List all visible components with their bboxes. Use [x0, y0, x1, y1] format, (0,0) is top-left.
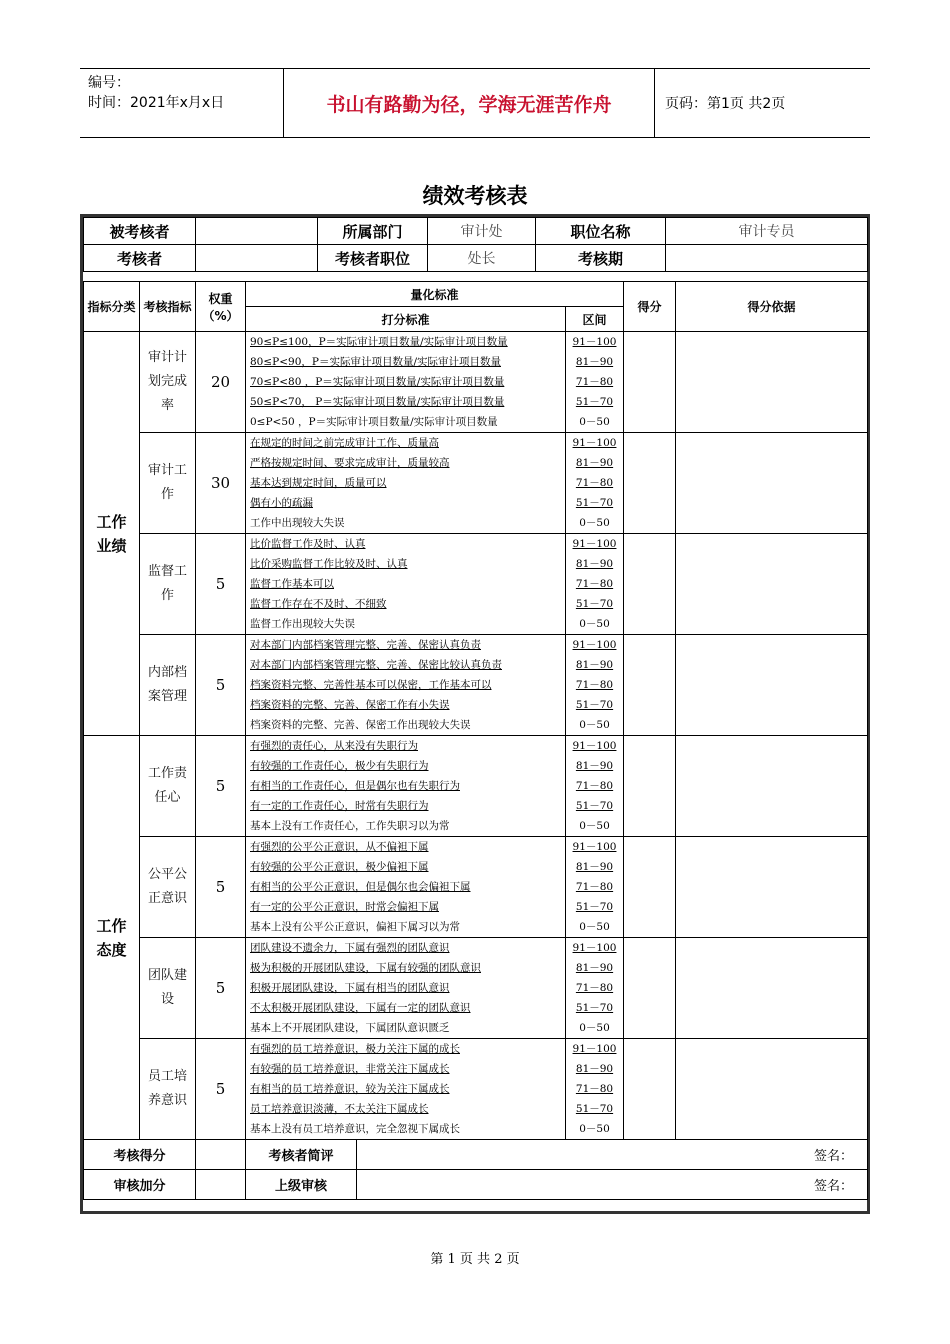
- weight-value: 20: [196, 332, 246, 433]
- scoring-standard: 极为积极的开展团队建设，下属有较强的团队意识: [250, 962, 481, 974]
- total-score-field[interactable]: [196, 1140, 246, 1170]
- score-basis-field[interactable]: [676, 938, 868, 1039]
- indicator-cell: [140, 534, 196, 635]
- score-range: 0－50: [579, 416, 610, 428]
- criteria-row: [84, 837, 868, 938]
- criteria-row: [84, 332, 868, 433]
- col-basis-header: 得分依据: [676, 282, 868, 332]
- score-range: 51－70: [575, 1002, 614, 1014]
- scoring-standard: 档案资料的完整、完善、保密工作出现较大失误: [250, 719, 471, 731]
- weight-value: 5: [196, 534, 246, 635]
- review-bonus-field[interactable]: [196, 1170, 246, 1200]
- indicator-name: 审计工作: [147, 463, 187, 502]
- scoring-standard: 档案资料的完整、完善、保密工作有小失误: [250, 699, 450, 711]
- indicator-name: 公平公正意识: [147, 867, 187, 906]
- scoring-standard: 对本部门内部档案管理完整、完善、保密比较认真负责: [250, 659, 502, 671]
- scoring-standard: 有强烈的公平公正意识，从不偏袒下属: [250, 841, 429, 853]
- scoring-standard: 有强烈的员工培养意识，极力关注下属的成长: [250, 1043, 460, 1055]
- assessor-position-field[interactable]: 处长: [428, 245, 536, 272]
- scoring-standard: 有较强的工作责任心，极少有失职行为: [250, 760, 429, 772]
- score-field[interactable]: [624, 837, 676, 938]
- scoring-standards-cell: [246, 736, 566, 837]
- scoring-standards-cell: [246, 1039, 566, 1140]
- scoring-standard: 监督工作基本可以: [250, 578, 334, 590]
- criteria-row: [84, 433, 868, 534]
- score-range: 71－80: [575, 477, 614, 489]
- range-cell: [566, 938, 624, 1039]
- criteria-row: [84, 1039, 868, 1140]
- score-range: 71－80: [575, 376, 614, 388]
- scoring-standard: 严格按规定时间、要求完成审计，质量较高: [250, 457, 450, 469]
- score-range: 51－70: [575, 800, 614, 812]
- score-range: 0－50: [579, 719, 610, 731]
- weight-value: 30: [196, 433, 246, 534]
- scoring-standard: 员工培养意识淡薄，不太关注下属成长: [250, 1103, 429, 1115]
- score-range: 71－80: [575, 780, 614, 792]
- score-field[interactable]: [624, 635, 676, 736]
- assessor-field[interactable]: [196, 245, 318, 272]
- score-field[interactable]: [624, 433, 676, 534]
- indicator-name: 员工培养意识: [147, 1069, 187, 1108]
- score-range: 91－100: [572, 841, 617, 853]
- score-range: 91－100: [572, 538, 617, 550]
- col-quant-header: 量化标准: [246, 282, 624, 307]
- period-label: 考核期: [536, 245, 666, 272]
- category-name: 工作态度: [96, 916, 127, 959]
- score-range: 81－90: [575, 962, 614, 974]
- assessee-field[interactable]: [196, 218, 318, 245]
- score-range: 71－80: [575, 881, 614, 893]
- score-basis-field[interactable]: [676, 1039, 868, 1140]
- score-range: 71－80: [575, 1083, 614, 1095]
- score-field[interactable]: [624, 534, 676, 635]
- range-cell: [566, 534, 624, 635]
- score-range: 0－50: [579, 1022, 610, 1034]
- score-basis-field[interactable]: [676, 433, 868, 534]
- col-scoring-std-header: 打分标准: [246, 307, 566, 332]
- scoring-standard: 档案资料完整、完善性基本可以保密，工作基本可以: [250, 679, 492, 691]
- scoring-standard: 有强烈的责任心，从来没有失职行为: [250, 740, 418, 752]
- signature-label: 签名：: [814, 1179, 854, 1194]
- form-title: 绩效考核表: [422, 183, 528, 208]
- score-range: 71－80: [575, 679, 614, 691]
- weight-value: 5: [196, 1039, 246, 1140]
- review-bonus-label: 审核加分: [84, 1170, 196, 1200]
- assessor-label: 考核者: [84, 245, 196, 272]
- score-range: 0－50: [579, 921, 610, 933]
- scoring-standard: 有较强的员工培养意识，非常关注下属成长: [250, 1063, 450, 1075]
- indicator-cell: [140, 635, 196, 736]
- scoring-standard: 监督工作出现较大失误: [250, 618, 355, 630]
- scoring-standards-cell: [246, 635, 566, 736]
- scoring-standards-cell: [246, 534, 566, 635]
- scoring-standard: 有相当的公平公正意识，但是偶尔也会偏袒下属: [250, 881, 471, 893]
- range-cell: [566, 635, 624, 736]
- score-range: 91－100: [572, 942, 617, 954]
- scoring-standard: 在规定的时间之前完成审计工作、质量高: [250, 437, 439, 449]
- score-range: 81－90: [575, 457, 614, 469]
- indicator-name: 工作责任心: [147, 766, 187, 805]
- score-range: 81－90: [575, 356, 614, 368]
- page-footer: 第 1 页 共 2 页: [430, 1252, 520, 1267]
- score-range: 81－90: [575, 558, 614, 570]
- scoring-standards-cell: [246, 938, 566, 1039]
- scoring-standard: 0≤P<50 ，P＝实际审计项目数量/实际审计项目数量: [250, 416, 498, 428]
- weight-value: 5: [196, 736, 246, 837]
- col-indicator-header: 考核指标: [140, 282, 196, 332]
- scoring-standard: 80≤P<90，P＝实际审计项目数量/实际审计项目数量: [250, 356, 501, 368]
- scoring-standard: 基本上没有工作责任心，工作失职习以为常: [250, 820, 450, 832]
- scoring-standard: 有一定的公平公正意识，时常会偏袒下属: [250, 901, 439, 913]
- range-cell: [566, 736, 624, 837]
- header-motto: 书山有路勤为径，学海无涯苦作舟: [283, 69, 655, 137]
- score-range: 91－100: [572, 1043, 617, 1055]
- category-name: 工作业绩: [96, 512, 127, 555]
- scoring-standard: 基本上没有员工培养意识，完全忽视下属成长: [250, 1123, 460, 1135]
- scoring-standard: 有相当的员工培养意识，较为关注下属成长: [250, 1083, 450, 1095]
- weight-value: 5: [196, 635, 246, 736]
- score-range: 81－90: [575, 760, 614, 772]
- dept-field[interactable]: 审计处: [428, 218, 536, 245]
- score-range: 81－90: [575, 861, 614, 873]
- score-field[interactable]: [624, 736, 676, 837]
- indicator-name: 内部档案管理: [147, 665, 187, 704]
- score-range: 91－100: [572, 437, 617, 449]
- indicator-name: 审计计划完成率: [147, 350, 187, 413]
- score-basis-field[interactable]: [676, 635, 868, 736]
- weight-value: 5: [196, 938, 246, 1039]
- superior-signature-field[interactable]: [357, 1170, 867, 1199]
- score-range: 51－70: [575, 1103, 614, 1115]
- scoring-standard: 比价监督工作及时、认真: [250, 538, 366, 550]
- score-range: 51－70: [575, 699, 614, 711]
- scoring-standard: 70≤P<80 ，P＝实际审计项目数量/实际审计项目数量: [250, 376, 505, 388]
- criteria-row: [84, 938, 868, 1039]
- info-table: [83, 217, 868, 272]
- col-category-header: 指标分类: [84, 282, 140, 332]
- col-score-header: 得分: [624, 282, 676, 332]
- score-range: 91－100: [572, 639, 617, 651]
- assessor-comment-label: 考核者简评: [246, 1140, 357, 1169]
- criteria-table: [83, 281, 868, 1200]
- score-range: 51－70: [575, 497, 614, 509]
- col-range-header: 区间: [566, 307, 624, 332]
- criteria-row: [84, 736, 868, 837]
- indicator-name: 监督工作: [147, 564, 187, 603]
- scoring-standard: 监督工作存在不及时、不细致: [250, 598, 387, 610]
- score-basis-field[interactable]: [676, 837, 868, 938]
- scoring-standard: 有较强的公平公正意识，极少偏袒下属: [250, 861, 429, 873]
- score-basis-field[interactable]: [676, 332, 868, 433]
- score-field[interactable]: [624, 1039, 676, 1140]
- document-header: [80, 68, 870, 138]
- score-range: 71－80: [575, 578, 614, 590]
- indicator-cell: [140, 1039, 196, 1140]
- col-weight-header: 权重（%）: [196, 282, 246, 332]
- scoring-standard: 50≤P<70， P＝实际审计项目数量/实际审计项目数量: [250, 396, 505, 408]
- scoring-standards-cell: [246, 837, 566, 938]
- scoring-standard: 基本达到规定时间，质量可以: [250, 477, 387, 489]
- indicator-cell: [140, 938, 196, 1039]
- scoring-standards-cell: [246, 433, 566, 534]
- score-range: 91－100: [572, 740, 617, 752]
- scoring-standards-cell: [246, 332, 566, 433]
- position-field[interactable]: 审计专员: [666, 218, 868, 245]
- scoring-standard: 基本上不开展团队建设，下属团队意识匮乏: [250, 1022, 450, 1034]
- assessor-signature-field[interactable]: [357, 1140, 867, 1169]
- scoring-standard: 团队建设不遗余力，下属有强烈的团队意识: [250, 942, 450, 954]
- indicator-cell: [140, 736, 196, 837]
- indicator-cell: [140, 332, 196, 433]
- criteria-row: [84, 635, 868, 736]
- scoring-standard: 有一定的工作责任心，时常有失职行为: [250, 800, 429, 812]
- doc-number-label: 编号：: [88, 75, 130, 91]
- period-field[interactable]: [666, 245, 868, 272]
- signature-label: 签名：: [814, 1149, 854, 1164]
- weight-value: 5: [196, 837, 246, 938]
- assessee-label: 被考核者: [84, 218, 196, 245]
- range-cell: [566, 332, 624, 433]
- score-range: 51－70: [575, 598, 614, 610]
- total-score-label: 考核得分: [84, 1140, 196, 1170]
- scoring-standard: 比价采购监督工作比较及时、认真: [250, 558, 408, 570]
- score-range: 51－70: [575, 901, 614, 913]
- scoring-standard: 偶有小的疏漏: [250, 497, 313, 509]
- category-cell: [84, 736, 140, 1140]
- dept-label: 所属部门: [318, 218, 428, 245]
- score-range: 0－50: [579, 517, 610, 529]
- score-basis-field[interactable]: [676, 534, 868, 635]
- score-range: 71－80: [575, 982, 614, 994]
- category-cell: [84, 332, 140, 736]
- score-basis-field[interactable]: [676, 736, 868, 837]
- indicator-cell: [140, 837, 196, 938]
- doc-date-label: 时间：2021年x月x日: [88, 95, 225, 111]
- range-cell: [566, 837, 624, 938]
- scoring-standard: 积极开展团队建设，下属有相当的团队意识: [250, 982, 450, 994]
- score-range: 0－50: [579, 1123, 610, 1135]
- score-field[interactable]: [624, 332, 676, 433]
- indicator-name: 团队建设: [147, 968, 187, 1007]
- score-range: 0－50: [579, 820, 610, 832]
- range-cell: [566, 433, 624, 534]
- score-range: 51－70: [575, 396, 614, 408]
- score-field[interactable]: [624, 938, 676, 1039]
- score-range: 81－90: [575, 1063, 614, 1075]
- assessor-position-label: 考核者职位: [318, 245, 428, 272]
- score-range: 0－50: [579, 618, 610, 630]
- criteria-row: [84, 534, 868, 635]
- indicator-cell: [140, 433, 196, 534]
- superior-review-label: 上级审核: [246, 1170, 357, 1199]
- scoring-standard: 基本上没有公平公正意识，偏袒下属习以为常: [250, 921, 460, 933]
- scoring-standard: 工作中出现较大失误: [250, 517, 345, 529]
- score-range: 81－90: [575, 659, 614, 671]
- scoring-standard: 对本部门内部档案管理完整、完善、保密认真负责: [250, 639, 481, 651]
- scoring-standard: 90≤P≤100，P＝实际审计项目数量/实际审计项目数量: [250, 336, 508, 348]
- header-meta: [88, 73, 224, 113]
- scoring-standard: 不太积极开展团队建设，下属有一定的团队意识: [250, 1002, 471, 1014]
- header-page-label: 页码：第1页 共2页: [665, 96, 786, 112]
- range-cell: [566, 1039, 624, 1140]
- position-label: 职位名称: [536, 218, 666, 245]
- score-range: 91－100: [572, 336, 617, 348]
- scoring-standard: 有相当的工作责任心，但是偶尔也有失职行为: [250, 780, 460, 792]
- assessment-form: [80, 214, 870, 1214]
